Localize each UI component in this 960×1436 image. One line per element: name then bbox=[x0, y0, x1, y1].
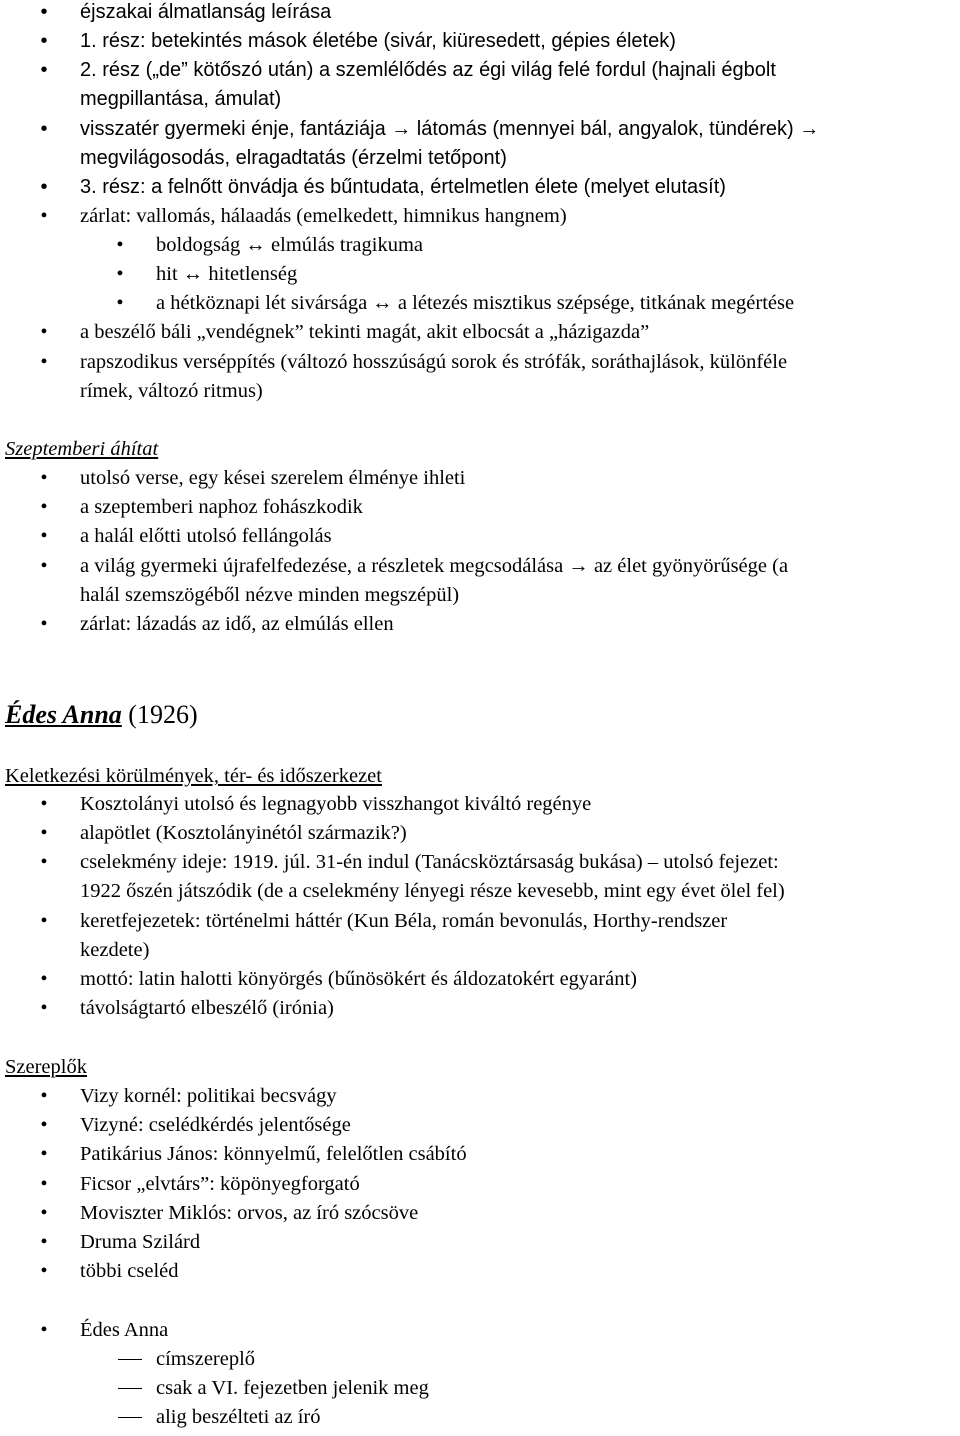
bullet-icon: • bbox=[40, 1260, 48, 1282]
list-item-text: a beszélő báli „vendégnek” tekinti magát, akit elbocsát a „házigazda” bbox=[80, 321, 650, 343]
list-item-text: megpillantása, ámulat) bbox=[80, 88, 282, 110]
bullet-icon: • bbox=[40, 851, 48, 873]
list-item bbox=[40, 0, 332, 24]
list-item-text: rímek, változó ritmus) bbox=[80, 380, 263, 402]
list-item-text: rapszodikus verséppítés (változó hosszúságú sorok és strófák, soráthajlások, különféle bbox=[80, 351, 788, 373]
list-item-text: alapötlet (Kosztolányinétól származik?) bbox=[80, 822, 407, 844]
list-item bbox=[40, 554, 789, 578]
bullet-icon: • bbox=[116, 292, 124, 314]
list-item-text: zárlat: lázadás az idő, az elmúlás ellen bbox=[80, 613, 394, 635]
bullet-icon: • bbox=[40, 613, 48, 635]
list-item-text: Ficsor „elvtárs”: köpönyegforgató bbox=[80, 1173, 360, 1195]
bullet-icon: • bbox=[40, 822, 48, 844]
list-item-text: Patikárius János: könnyelmű, felelőtlen csábító bbox=[80, 1143, 467, 1165]
list-item-text: a hétköznapi lét sivársága ↔ a létezés misztikus szépsége, titkának megértése bbox=[156, 292, 795, 314]
list-item-text: 1. rész: betekintés mások életébe (sivár, kiüresedett, gépies életek) bbox=[80, 30, 676, 52]
list-item bbox=[40, 1084, 337, 1108]
list-item-text: Kosztolányi utolsó és legnagyobb visszhangot kiváltó regénye bbox=[80, 793, 592, 815]
list-item-text: 2. rész („de” kötőszó után) a szemlélődés az égi világ felé fordul (hajnali égbolt bbox=[80, 59, 776, 81]
list-item-text: hit ↔ hitetlenség bbox=[156, 263, 298, 285]
bullet-icon: • bbox=[40, 555, 48, 577]
bullet-icon: • bbox=[40, 1085, 48, 1107]
list-item-text: megvilágosodás, elragadtatás (érzelmi tetőpont) bbox=[80, 147, 507, 169]
list-item bbox=[40, 792, 592, 816]
list-item-text: keretfejezetek: történelmi háttér (Kun Béla, román bevonulás, Horthy-rendszer bbox=[80, 910, 728, 932]
sub-list-item bbox=[116, 233, 424, 257]
list-item-continuation bbox=[80, 583, 459, 607]
sub-list-item bbox=[156, 1405, 321, 1429]
dash-icon bbox=[118, 1388, 142, 1389]
list-item bbox=[40, 821, 407, 845]
list-item bbox=[40, 204, 567, 228]
list-item-text: csak a VI. fejezetben jelenik meg bbox=[156, 1377, 429, 1399]
section-heading: Szeptemberi áhítat bbox=[5, 438, 159, 460]
list-item-text: Vizyné: cselédkérdés jelentősége bbox=[80, 1114, 351, 1136]
list-item-text: Druma Szilárd bbox=[80, 1231, 201, 1253]
bullet-icon: • bbox=[40, 496, 48, 518]
sub-list-item bbox=[156, 1376, 429, 1400]
list-item-text: többi cseléd bbox=[80, 1260, 179, 1282]
bullet-icon: • bbox=[40, 1173, 48, 1195]
list-item bbox=[40, 612, 394, 636]
list-item bbox=[40, 850, 779, 874]
list-item-text: a szeptemberi naphoz fohászkodik bbox=[80, 496, 363, 518]
list-item-text: zárlat: vallomás, hálaadás (emelkedett, himnikus hangnem) bbox=[80, 205, 567, 227]
bullet-icon: • bbox=[40, 321, 48, 343]
bullet-icon: • bbox=[40, 118, 48, 140]
list-item bbox=[40, 1142, 467, 1166]
bullet-icon: • bbox=[40, 30, 48, 52]
list-item bbox=[40, 996, 334, 1020]
sub-list-item bbox=[156, 1347, 255, 1371]
section-subheading: Keletkezési körülmények, tér- és időszerkezet bbox=[5, 765, 382, 787]
section-subheading: Szereplők bbox=[5, 1056, 87, 1078]
list-item-continuation bbox=[80, 379, 263, 403]
list-item bbox=[40, 29, 676, 53]
list-item-text: cselekmény ideje: 1919. júl. 31-én indul (Tanácsköztársaság bukása) – utolsó fejezet: bbox=[80, 851, 779, 873]
list-item-continuation bbox=[80, 146, 507, 170]
bullet-icon: • bbox=[40, 1319, 48, 1341]
bullet-icon: • bbox=[40, 205, 48, 227]
list-item bbox=[40, 495, 363, 519]
list-item bbox=[40, 175, 726, 199]
list-item bbox=[40, 1318, 169, 1342]
bullet-icon: • bbox=[116, 234, 124, 256]
list-item-text: mottó: latin halotti könyörgés (bűnösökért és áldozatokért egyaránt) bbox=[80, 968, 637, 990]
dash-icon bbox=[118, 1359, 142, 1360]
list-item-continuation bbox=[80, 87, 281, 111]
list-item bbox=[40, 967, 637, 991]
dash-icon bbox=[118, 1417, 142, 1418]
list-item-text: a halál előtti utolsó fellángolás bbox=[80, 525, 332, 547]
title-year: (1926) bbox=[121, 700, 198, 729]
list-item-text: 1922 őszén játszódik (de a cselekmény lényegi része kevesebb, mint egy évet ölel fel) bbox=[80, 880, 785, 902]
list-item-text: alig beszélteti az író bbox=[156, 1406, 321, 1428]
title-text: Édes Anna bbox=[5, 700, 122, 729]
list-item-text: Moviszter Miklós: orvos, az író szócsöve bbox=[80, 1202, 419, 1224]
list-item-text: halál szemszögéből nézve minden megszépül) bbox=[80, 584, 460, 606]
list-item-text: Vizy kornél: politikai becsvágy bbox=[80, 1085, 337, 1107]
list-item-text: utolsó verse, egy kései szerelem élménye ihleti bbox=[80, 467, 466, 489]
bullet-icon: • bbox=[40, 968, 48, 990]
list-item-text: címszereplő bbox=[156, 1348, 256, 1370]
bullet-icon: • bbox=[40, 525, 48, 547]
list-item-text: Édes Anna bbox=[80, 1319, 169, 1341]
list-item bbox=[40, 524, 332, 548]
bullet-icon: • bbox=[40, 467, 48, 489]
bullet-icon: • bbox=[40, 1, 48, 23]
list-item-text: a világ gyermeki újrafelfedezése, a részletek megcsodálása → az élet gyönyörűsége (a bbox=[80, 555, 789, 577]
bullet-icon: • bbox=[40, 176, 48, 198]
list-item bbox=[40, 1201, 419, 1225]
bullet-icon: • bbox=[40, 910, 48, 932]
list-item bbox=[40, 466, 466, 490]
list-item-text: visszatér gyermeki énje, fantáziája → látomás (mennyei bál, angyalok, tündérek) → bbox=[80, 118, 820, 140]
list-item bbox=[40, 1172, 360, 1196]
list-item-text: éjszakai álmatlanság leírása bbox=[80, 1, 332, 23]
list-item bbox=[40, 320, 650, 344]
bullet-icon: • bbox=[40, 351, 48, 373]
list-item-text: 3. rész: a felnőtt önvádja és bűntudata, értelmetlen élete (melyet elutasít) bbox=[80, 176, 726, 198]
sub-list-item bbox=[116, 262, 298, 286]
list-item bbox=[40, 350, 788, 374]
list-item bbox=[40, 117, 820, 141]
list-item-text: kezdete) bbox=[80, 939, 150, 961]
list-item-continuation bbox=[80, 879, 785, 903]
list-item bbox=[40, 1259, 179, 1283]
bullet-icon: • bbox=[40, 793, 48, 815]
bullet-icon: • bbox=[40, 997, 48, 1019]
list-item-continuation bbox=[80, 938, 149, 962]
bullet-icon: • bbox=[40, 59, 48, 81]
bullet-icon: • bbox=[40, 1143, 48, 1165]
list-item-text: távolságtartó elbeszélő (irónia) bbox=[80, 997, 334, 1019]
list-item-text: boldogság ↔ elmúlás tragikuma bbox=[156, 234, 424, 256]
sub-list-item bbox=[116, 291, 795, 315]
list-item bbox=[40, 58, 776, 82]
bullet-icon: • bbox=[40, 1202, 48, 1224]
list-item bbox=[40, 1230, 201, 1254]
page-title bbox=[5, 702, 198, 728]
bullet-icon: • bbox=[40, 1231, 48, 1253]
list-item bbox=[40, 909, 728, 933]
bullet-icon: • bbox=[116, 263, 124, 285]
bullet-icon: • bbox=[40, 1114, 48, 1136]
list-item bbox=[40, 1113, 351, 1137]
